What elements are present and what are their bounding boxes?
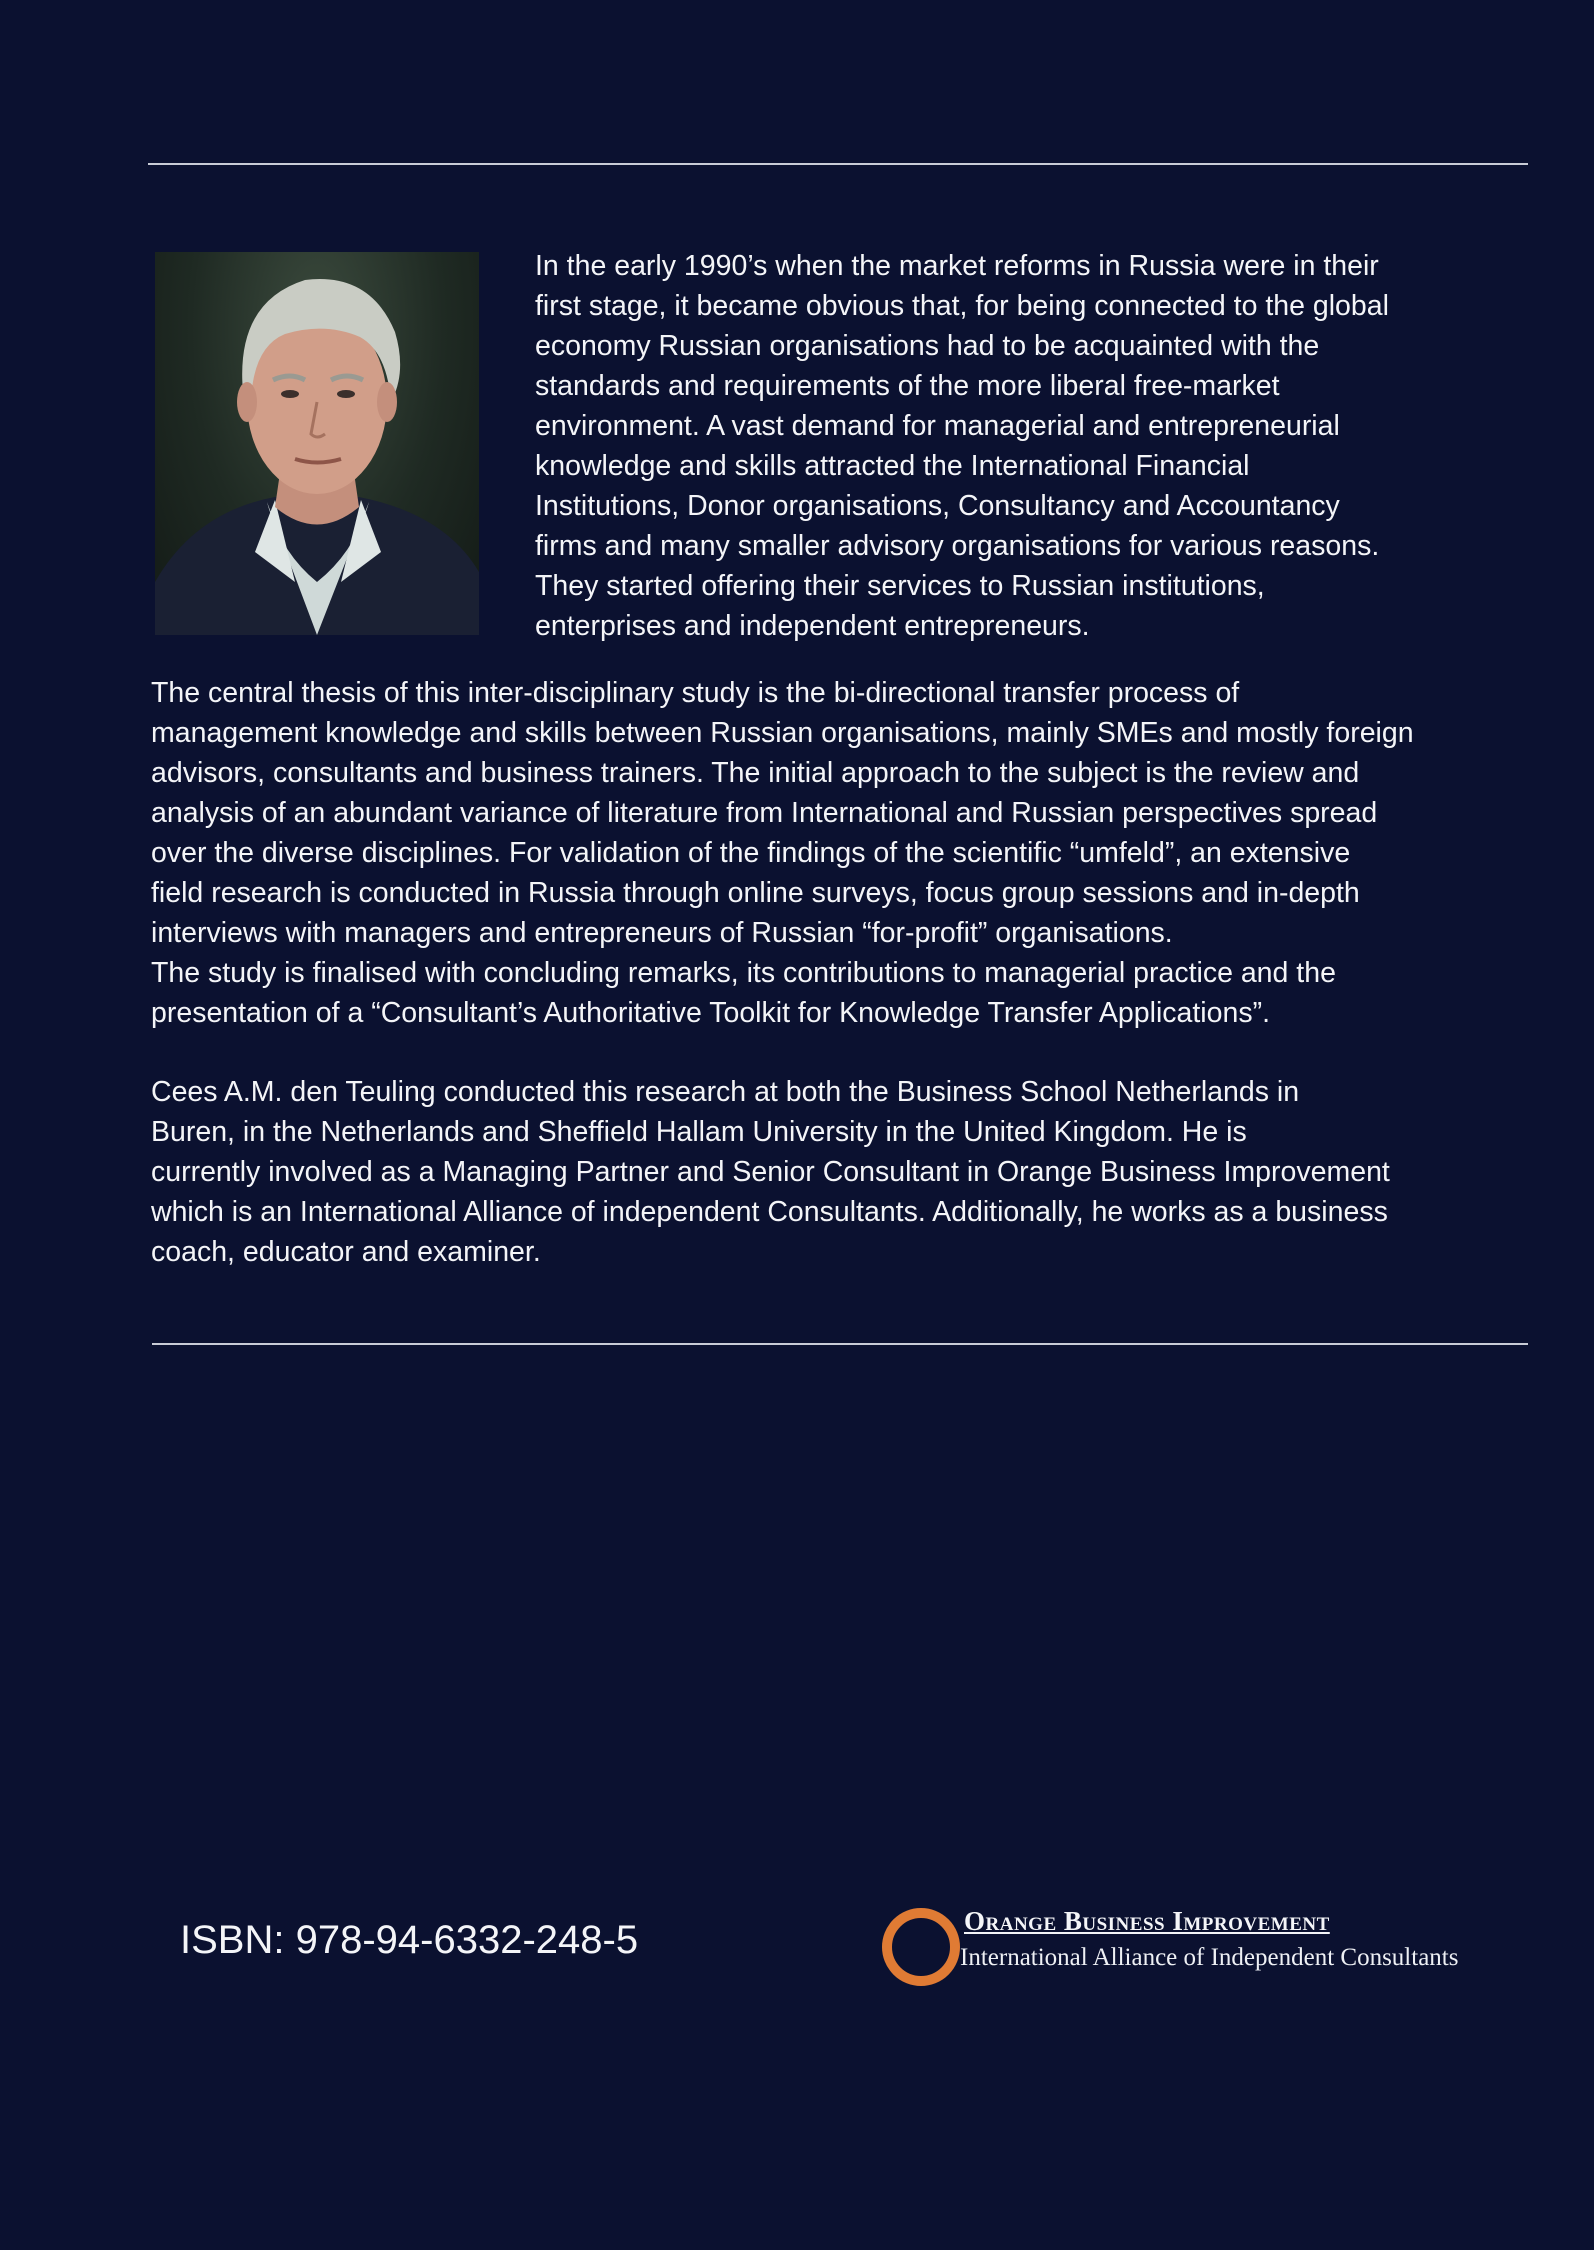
thesis-line: field research is conducted in Russia through online surveys, focus group sessions and in-depth [151,877,1360,909]
thesis-line: over the diverse disciplines. For validation of the findings of the scientific “umfeld”, an extensive [151,837,1351,869]
publisher-logo [880,1904,1520,1984]
author-portrait [155,252,479,635]
bio-line: Buren, in the Netherlands and Sheffield Hallam University in the United Kingdom. He is [151,1116,1247,1148]
bio-line: currently involved as a Managing Partner and Senior Consultant in Orange Business Improvement [151,1156,1390,1188]
intro-line: In the early 1990’s when the market reforms in Russia were in their [535,250,1379,282]
thesis-line: The central thesis of this inter-disciplinary study is the bi-directional transfer process of [151,677,1240,709]
thesis-line: interviews with managers and entrepreneurs of Russian “for-profit” organisations. [151,917,1173,949]
intro-line: knowledge and skills attracted the International Financial [535,450,1250,482]
author-bio-paragraph [151,1072,1501,1272]
intro-line: They started offering their services to Russian institutions, [535,570,1265,602]
thesis-line: presentation of a “Consultant’s Authoritative Toolkit for Knowledge Transfer Applications”. [151,997,1271,1029]
intro-paragraph [535,246,1495,646]
bio-line: Cees A.M. den Teuling conducted this research at both the Business School Netherlands in [151,1076,1300,1108]
logo-company-name: Orange Business Improvement [964,1906,1330,1936]
ring-logo-icon [882,1908,960,1986]
thesis-line: The study is finalised with concluding remarks, its contributions to managerial practice and the [151,957,1336,989]
intro-line: environment. A vast demand for managerial and entrepreneurial [535,410,1340,442]
bio-line: coach, educator and examiner. [151,1236,541,1268]
bottom-divider [152,1343,1528,1345]
thesis-line: analysis of an abundant variance of literature from International and Russian perspectives spread [151,797,1378,829]
thesis-line: advisors, consultants and business trainers. The initial approach to the subject is the review and [151,757,1360,789]
intro-line: economy Russian organisations had to be acquainted with the [535,330,1320,362]
intro-line: enterprises and independent entrepreneurs. [535,610,1090,642]
intro-line: standards and requirements of the more liberal free-market [535,370,1280,402]
thesis-paragraph [151,673,1501,1033]
intro-line: firms and many smaller advisory organisations for various reasons. [535,530,1380,562]
isbn-number: ISBN: 978-94-6332-248-5 [180,1918,639,1962]
intro-line: Institutions, Donor organisations, Consultancy and Accountancy [535,490,1340,522]
logo-tagline: International Alliance of Independent Consultants [960,1944,1459,1971]
thesis-line: management knowledge and skills between Russian organisations, mainly SMEs and mostly foreign [151,717,1414,749]
bio-line: which is an International Alliance of independent Consultants. Additionally, he works as a business [151,1196,1388,1228]
intro-line: first stage, it became obvious that, for being connected to the global [535,290,1389,322]
top-divider [148,163,1528,165]
